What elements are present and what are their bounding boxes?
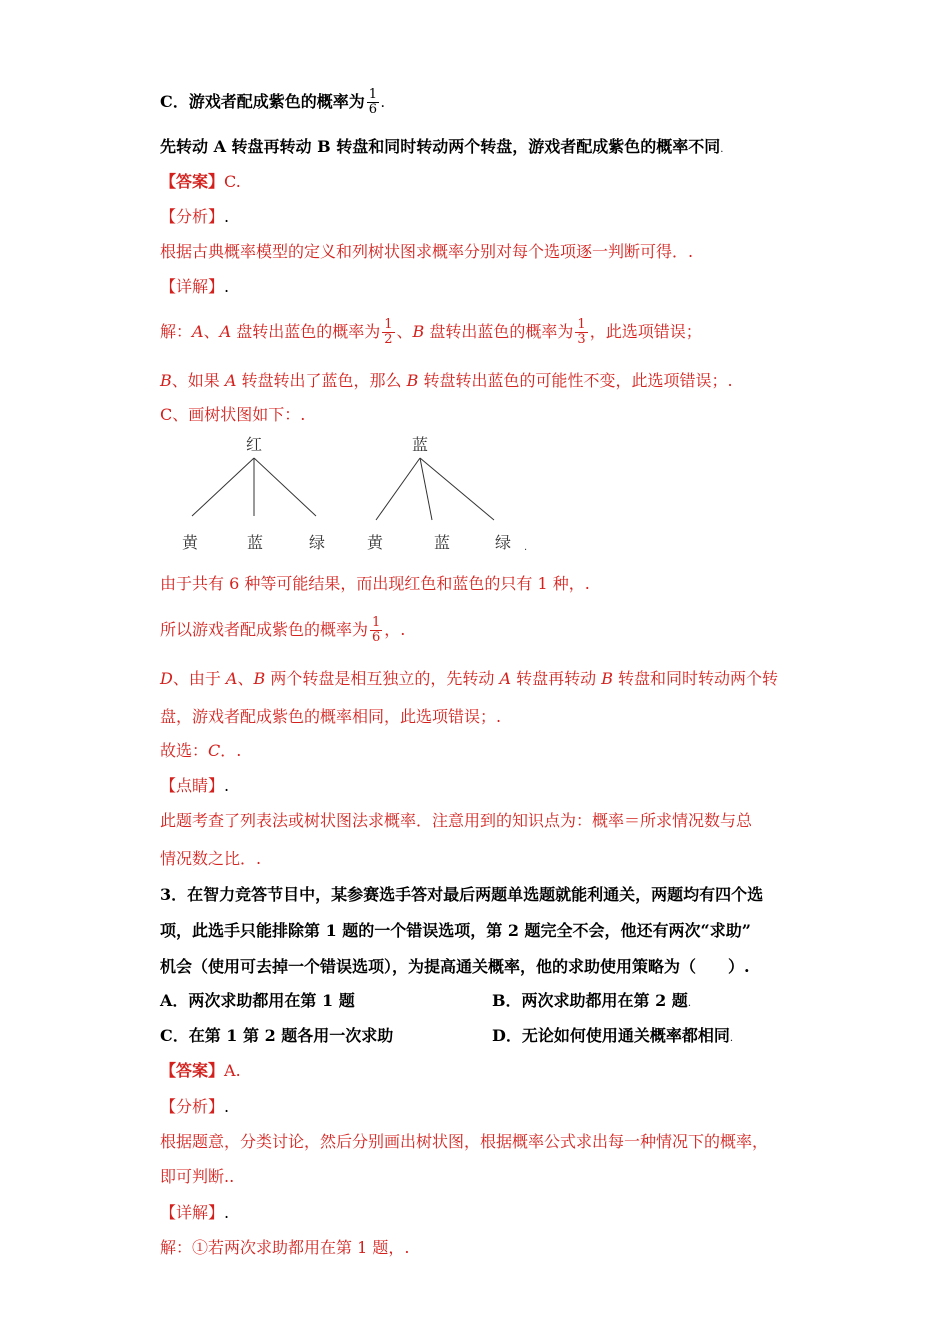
q2-analysis-tag: 【分析】. bbox=[160, 207, 230, 226]
tree-branch bbox=[420, 458, 432, 520]
q2-option-c: C．游戏者配成紫色的概率为 $\frac{1}{6}$ . bbox=[160, 87, 385, 117]
tree-left-leaf: 绿 bbox=[308, 533, 326, 552]
tree-right-leaf: 绿 bbox=[494, 533, 512, 552]
fraction: $\frac{1}{6}$ bbox=[368, 87, 378, 117]
q3-analysis-body-1: 根据题意，分类讨论，然后分别画出树状图，根据概率公式求出每一种情况下的概率， bbox=[160, 1132, 769, 1151]
q2-choose: 故选：C．. bbox=[160, 741, 242, 760]
q2-comment-tag: 【点睛】. bbox=[160, 776, 230, 795]
tree-right-leaf: 蓝 bbox=[433, 533, 451, 552]
q3-answer: 【答案】A. bbox=[160, 1061, 241, 1080]
tree-left-leaf: 蓝 bbox=[246, 533, 264, 552]
tree-left-root: 红 bbox=[245, 435, 263, 454]
answer-tag: 【答案】 bbox=[160, 172, 225, 191]
answer-value: C. bbox=[224, 172, 241, 191]
q3-option-c: C．在第 1 第 2 题各用一次求助 bbox=[160, 1026, 394, 1045]
q3-option-a: A．两次求助都用在第 1 题 bbox=[160, 991, 355, 1010]
option-label: C． bbox=[160, 92, 189, 111]
fraction: $\frac{1}{6}$ bbox=[372, 615, 381, 645]
tree-branch bbox=[420, 458, 494, 520]
q2-analysis-body: 根据古典概率模型的定义和列树状图求概率分别对每个选项逐一判断可得．. bbox=[160, 242, 694, 261]
tree-left-leaf: 黄 bbox=[181, 533, 199, 552]
q2-detail-line-b: B、如果 A 转盘转出了蓝色，那么 B 转盘转出蓝色的可能性不变，此选项错误；. bbox=[160, 371, 733, 390]
tree-right-root: 蓝 bbox=[411, 435, 429, 454]
q2-option-d: 先转动 A 转盘再转动 B 转盘和同时转动两个转盘，游戏者配成紫色的概率不同. bbox=[160, 137, 724, 156]
q3-detail-tag: 【详解】. bbox=[160, 1203, 230, 1222]
q3-analysis-tag: 【分析】. bbox=[160, 1097, 230, 1116]
tree-branch bbox=[192, 458, 254, 516]
q2-detail-line-d1: D、由于 A、B 两个转盘是相互独立的，先转动 A 转盘再转动 B 转盘和同时转动两个转 bbox=[160, 669, 779, 688]
tree-diagram bbox=[170, 428, 540, 558]
q2-detail-line-a: 解：A、A 盘转出蓝色的概率为 $\frac{1}{2}$ 、B 盘转出蓝色的概率为 $\frac{1}{3}$ ，此选项错误； bbox=[160, 317, 702, 347]
q3-detail-line-1: 解：①若两次求助都用在第 1 题，. bbox=[160, 1238, 410, 1257]
fraction: $\frac{1}{3}$ bbox=[577, 317, 586, 347]
q2-comment-body-1: 此题考查了列表法或树状图法求概率．注意用到的知识点为：概率＝所求情况数与总 bbox=[160, 811, 753, 830]
q2-detail-tag: 【详解】. bbox=[160, 277, 230, 296]
q3-option-b: B．两次求助都用在第 2 题. bbox=[492, 991, 691, 1010]
q2-detail-line-c3: 所以游戏者配成紫色的概率为 $\frac{1}{6}$ ，. bbox=[160, 615, 406, 645]
q3-stem-3: 机会（使用可去掉一个错误选项），为提高通关概率，他的求助使用策略为（ ）. bbox=[160, 957, 750, 976]
q3-stem-2: 项，此选手只能排除第 1 题的一个错误选项，第 2 题完全不会，他还有两次“求助” bbox=[160, 921, 751, 940]
fraction: $\frac{1}{2}$ bbox=[384, 317, 393, 347]
q2-detail-line-c2: 由于共有 6 种等可能结果，而出现红色和蓝色的只有 1 种，. bbox=[160, 574, 590, 593]
q2-detail-line-d2: 盘，游戏者配成紫色的概率相同，此选项错误；. bbox=[160, 707, 502, 726]
tree-right-leaf: 黄 bbox=[366, 533, 384, 552]
q3-option-d: D．无论如何使用通关概率都相同. bbox=[492, 1026, 734, 1045]
tree-branch bbox=[254, 458, 316, 516]
option-text: 游戏者配成紫色的概率为 bbox=[188, 92, 365, 111]
q2-answer bbox=[160, 171, 241, 193]
q3-stem-1: 3．在智力竞答节目中，某参赛选手答对最后两题单选题就能利通关，两题均有四个选 bbox=[160, 885, 764, 904]
tree-branch bbox=[376, 458, 420, 520]
q2-detail-line-c: C、画树状图如下：. bbox=[160, 405, 306, 424]
tree-tail: . bbox=[524, 542, 528, 553]
option-text: 先转动 A 转盘再转动 B 转盘和同时转动两个转盘，游戏者配成紫色的概率不同 bbox=[160, 137, 721, 156]
q2-comment-body-2: 情况数之比．. bbox=[160, 849, 262, 868]
q3-analysis-body-2: 即可判断.. bbox=[160, 1167, 235, 1186]
